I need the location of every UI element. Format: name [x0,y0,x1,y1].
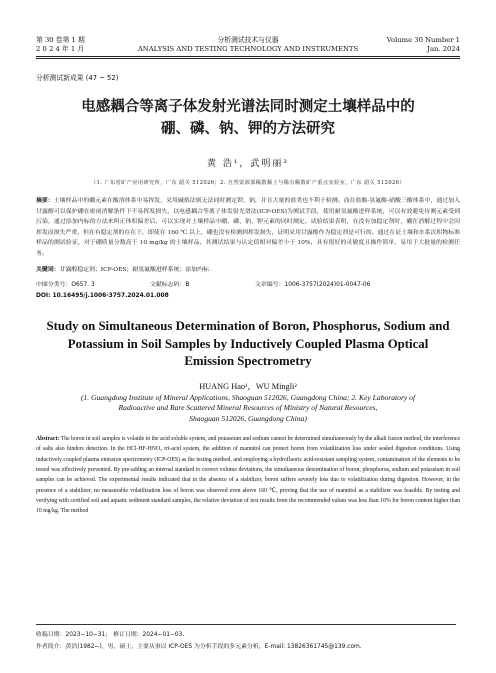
abstract-en-text: The boron in soil samples is volatile in the acid soluble system, and potassium and sodium cannot be determined simultaneously by the alkali fusion method, the interference of salts also hinders detection. In the HCl-HF-HNO₃ tri-acid system, the addition of mannitol can protect boron from volatilization loss under sealed digestion conditions. Using inductively coupled plasma emission spectrometry (ICP-OES) as the testing method, and employing a hydrofluoric acid-resistant sampling system, contamination of the elements to be tested was effectively prevented. By pre-adding an internal standard to correct volume deviations, the simultaneous determination of boron, phosphorus, sodium and potassium in soil samples can be achieved. The experimental results indicated that in the absence of a stabilizer, boron suffers severely loss due to volatilization during digestion. However, in the presence of a stabilizer, no measurable volatilization loss of boron was observed even above 160 ℃, proving that the use of mannitol as a stabilizer was feasible. By testing and verifying with certified soil and aquatic sediment standard samples, the relative deviation of test results from the recommended values was less than 10% for boron content higher than 10 mg/kg. The method [36,436,460,515]
header-rule-thick [36,56,460,57]
date-en: Jan. 2024 [427,45,460,53]
keywords-label: 关键词： [36,267,60,273]
abstract-zh-label: 摘要： [36,198,54,204]
affiliation-zh: （1. 广东省矿产应用研究所，广东 韶关 512026；2. 自然资源部稀散稀土与稀有稀散矿产重点实验室，广东 韶关 512026） [90,180,406,186]
abstract-zh-text: 土壤样品中的硼元素在酸溶体系中易挥发，采用碱熔法则无法同时测定钾、钠，并且大量的盐类也不利于检测。而在盐酸-氢氟酸-硝酸三酸体系中，通过加入甘露醇可以保护硼在密闭消解条件下不易挥发损失，以电感耦合等离子体发射光谱法(ICP-OES)为测试手段，使用耐氢氟酸进样系统，可以有效避免待测元素受到污染，通过添加内标的方法来纠正体积偏差后，可以实现对土壤样品中硼、磷、钠、钾元素的同时测定。试验结果表明，在没有加稳定剂时，硼在消解过程中会因挥发而损失严重，但在有稳定剂的存在下，即使在 160 ℃ 以上，硼也没有检测到挥发损失，证明采用甘露醇作为稳定剂是可行的。通过在证土壤和水系沉积物标准样品的测试验证，对于硼质量分数高于 10 mg/kg 的土壤样品，其测试结果与认定值相对偏差小于 10%，具有很好的灵敏度且操作简单，易用于大批量的检测任务。 [36,198,461,257]
title-en-line2: Potassium in Soil Samples by Inductively Coupled Plasma Optical [67,336,429,351]
section-label: 分析测试新成果 (47 ~ 52) [36,74,119,82]
title-en-line3: Emission Spectrometry [184,354,312,368]
doi: DOI: 10.16495/j.1006-3757.2024.01.008 [36,293,169,299]
affiliation-en-line1: (1. Guangdong Institute of Mineral Applications, Shaoguan 512026, Guangdong China; 2. Key Laboratory of [80,393,416,402]
abstract-en [36,434,460,517]
affiliation-en [36,393,460,424]
volume-zh: 第 30 卷第 1 期 [36,36,85,44]
affiliation-en-line2: Radioactive and Rare Scattered Mineral Resources of Ministry of Natural Resources, [118,403,378,413]
abstract-zh [36,196,460,260]
document-code: 文献标志码：B [150,282,190,288]
title-zh-line2: 硼、磷、钠、钾的方法研究 [161,121,335,137]
title-en-line1: Study on Simultaneous Determination of Boron, Phosphorus, Sodium and [46,319,450,333]
volume-en: Volume 30 Number 1 [386,36,460,44]
date-zh: 2 0 2 4 年 1 月 [36,45,85,53]
title-en [36,318,460,371]
affiliation-en-line3: Shaoguan 512026, Guangdong China) [189,413,307,423]
received-date: 收稿日期：2023−10−31； 修订日期：2024−01−03. [36,632,185,638]
author-bio: 作者简介：黄浩(1982−)，男，硕士，主要从事以 ICP-OES 为分析手段的多元素分析，E-mail: 13826361745@139.com. [36,644,362,650]
title-zh-line1: 电感耦合等离子体发射光谱法同时测定土壤样品中的 [81,99,415,115]
footnote-rule [36,624,456,625]
abstract-en-label: Abstract: [36,436,60,442]
running-header [36,0,460,52]
authors-en: HUANG Hao¹，WU Mingli² [199,382,297,391]
authors-zh: 黄 浩¹，武明丽² [206,159,290,169]
keywords-text: 甘露醇稳定剂；ICP-OES；耐氢氟酸进样系统；添加内标 [59,267,209,273]
title-zh [36,96,460,140]
header-rule-thin [36,58,460,59]
journal-name-en: ANALYSIS AND TESTING TECHNOLOGY AND INSTRUMENTS [137,45,359,53]
journal-name-zh: 分析测试技术与仪器 [217,36,279,44]
keywords-zh [36,264,460,273]
article-number: 文章编号：1006-3757(2024)01-0047-06 [255,282,371,288]
clc-number: 中图分类号：O657. 3 [36,282,95,288]
